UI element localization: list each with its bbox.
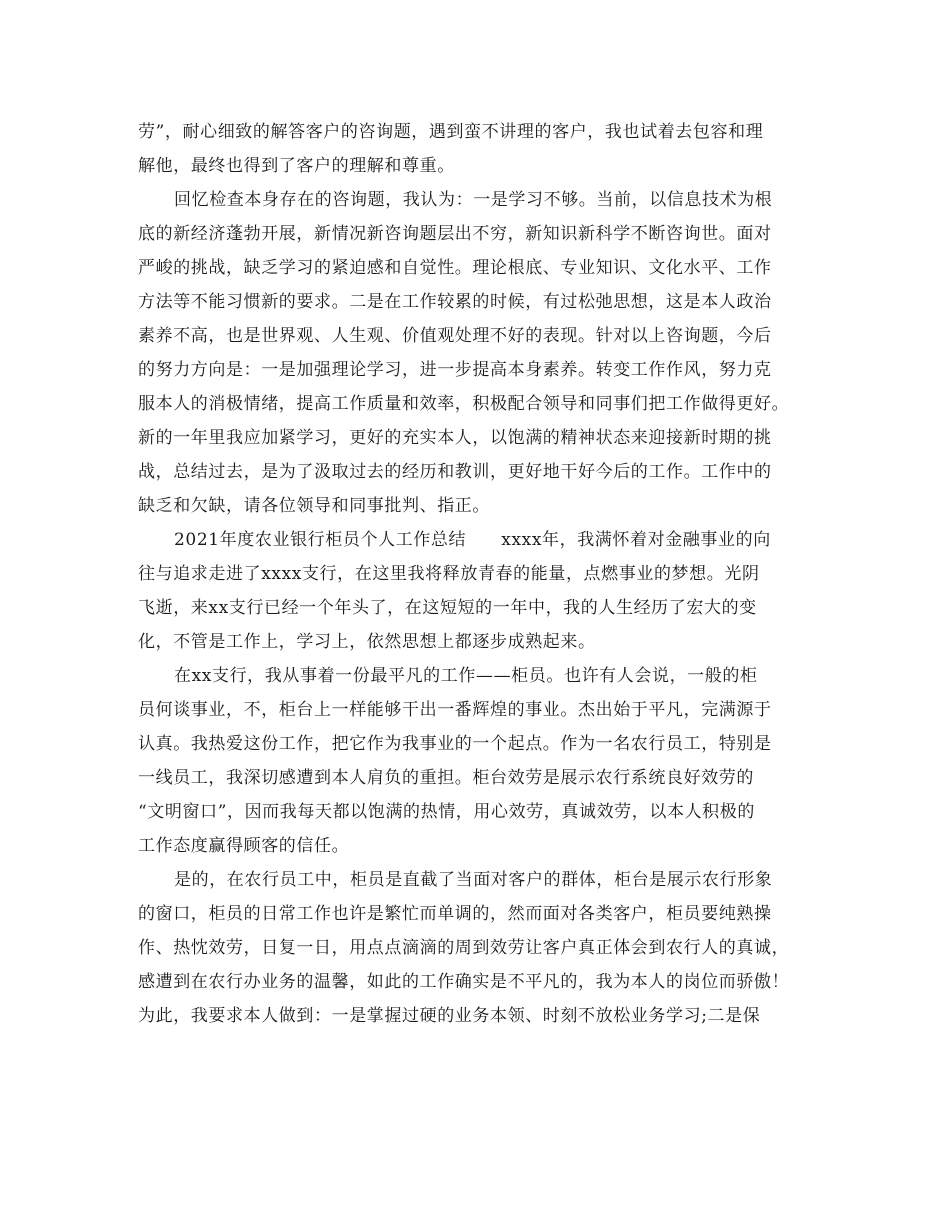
text-line: 在xx支行，我从事着一份最平凡的工作——柜员。也许有人会说，一般的柜 <box>174 666 758 686</box>
text-line: 飞逝，来xx支行已经一个年头了，在这短短的一年中，我的人生经历了宏大的变 <box>138 598 757 618</box>
text-line: 解他，最终也得到了客户的理解和尊重。 <box>138 156 455 176</box>
paragraph <box>138 183 828 523</box>
paragraph <box>138 659 828 863</box>
text-line: 素养不高，也是世界观、人生观、价值观处理不好的表现。针对以上咨询题，今后 <box>138 326 772 346</box>
text-line: 严峻的挑战，缺乏学习的紧迫感和自觉性。理论根底、专业知识、文化水平、工作 <box>138 258 772 278</box>
text-line: 为此，我要求本人做到：一是掌握过硬的业务本领、时刻不放松业务学习;二是保 <box>138 1006 761 1026</box>
text-line: “文明窗口”，因而我每天都以饱满的热情，用心效劳，真诚效劳，以本人积极的 <box>138 802 755 822</box>
text-line: 的窗口，柜员的日常工作也许是繁忙而单调的，然而面对各类客户，柜员要纯熟操 <box>138 904 772 924</box>
text-line: 方法等不能习惯新的要求。二是在工作较累的时候，有过松弛思想，这是本人政治 <box>138 292 772 312</box>
text-line: 战，总结过去，是为了汲取过去的经历和教训，更好地干好今后的工作。工作中的 <box>138 462 772 482</box>
document-body <box>138 115 828 1033</box>
text-line: 往与追求走进了xxxx支行，在这里我将释放青春的能量，点燃事业的梦想。光阴 <box>138 564 760 584</box>
paragraph <box>138 523 828 659</box>
text-line: 是的，在农行员工中，柜员是直截了当面对客户的群体，柜台是展示农行形象 <box>174 870 773 890</box>
text-line: 化，不管是工作上，学习上，依然思想上都逐步成熟起来。 <box>138 632 596 652</box>
paragraph <box>138 863 828 1033</box>
text-line: 一线员工，我深切感遭到本人肩负的重担。柜台效劳是展示农行系统良好效劳的 <box>138 768 754 788</box>
text-line: 感遭到在农行办业务的温馨，如此的工作确实是不平凡的，我为本人的岗位而骄傲！ <box>138 972 790 992</box>
text-line: 2021年度农业银行柜员个人工作总结 xxxx年，我满怀着对金融事业的向 <box>174 530 771 550</box>
text-line: 工作态度赢得顾客的信任。 <box>138 836 350 856</box>
text-line: 劳”，耐心细致的解答客户的咨询题，遇到蛮不讲理的客户，我也试着去包容和理 <box>138 122 764 142</box>
text-line: 认真。我热爱这份工作，把它作为我事业的一个起点。作为一名农行员工，特别是 <box>138 734 772 754</box>
text-line: 回忆检查本身存在的咨询题，我认为：一是学习不够。当前，以信息技术为根 <box>174 190 773 210</box>
text-line: 新的一年里我应加紧学习，更好的充实本人，以饱满的精神状态来迎接新时期的挑 <box>138 428 772 448</box>
text-line: 底的新经济蓬勃开展，新情况新咨询题层出不穷，新知识新科学不断咨询世。面对 <box>138 224 772 244</box>
text-line: 的努力方向是：一是加强理论学习，进一步提高本身素养。转变工作作风，努力克 <box>138 360 772 380</box>
text-line: 员何谈事业，不，柜台上一样能够干出一番辉煌的事业。杰出始于平凡，完满源于 <box>138 700 772 720</box>
text-line: 缺乏和欠缺，请各位领导和同事批判、指正。 <box>138 496 490 516</box>
text-line: 作、热忱效劳，日复一日，用点点滴滴的周到效劳让客户真正体会到农行人的真诚， <box>138 938 790 958</box>
paragraph <box>138 115 828 183</box>
text-line: 服本人的消极情绪，提高工作质量和效率，积极配合领导和同事们把工作做得更好。 <box>138 394 790 414</box>
